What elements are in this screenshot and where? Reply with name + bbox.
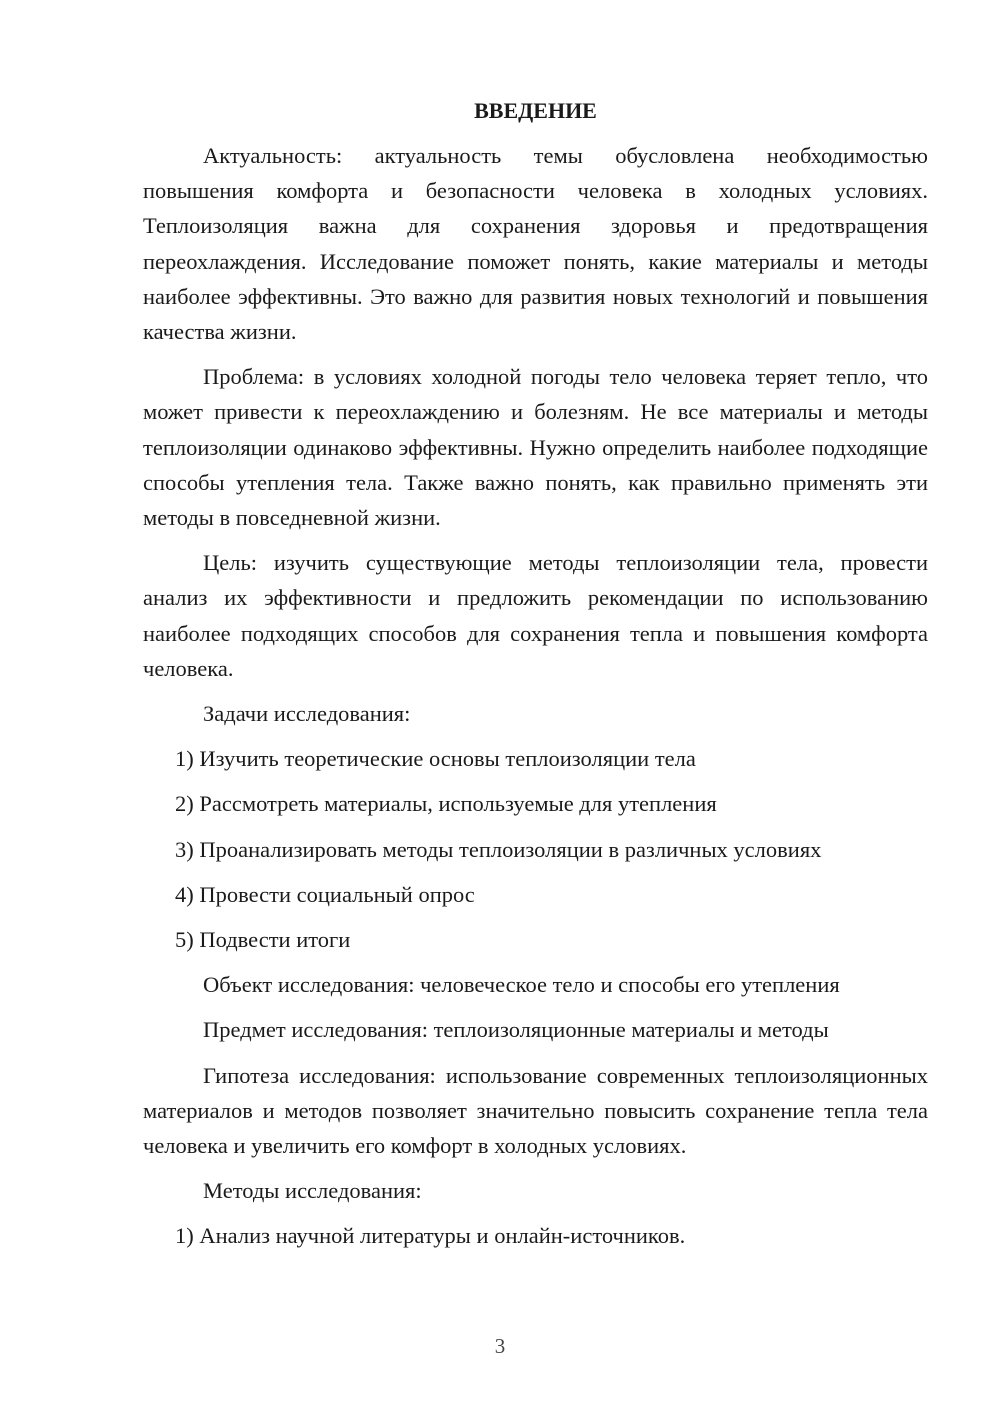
tasks-heading: Задачи исследования: bbox=[203, 701, 411, 727]
task-item: 3) Проанализировать методы теплоизоляции в различных условиях bbox=[175, 836, 822, 862]
methods-list bbox=[143, 1218, 928, 1253]
page-number: 3 bbox=[494, 1334, 506, 1358]
method-item: 1) Анализ научной литературы и онлайн-источников. bbox=[175, 1223, 686, 1249]
hypothesis-paragraph: Гипотеза исследования: использование современных теплоизоляционных материалов и методов позволяет значительно повысить сохранение тепла тела человека и увеличить его комфорт в холодных условиях. bbox=[143, 1062, 928, 1159]
tasks-list bbox=[143, 741, 928, 957]
page-title: ВВЕДЕНИЕ bbox=[474, 98, 597, 123]
task-item: 5) Подвести итоги bbox=[175, 927, 351, 953]
goal-paragraph: Цель: изучить существующие методы теплоизоляции тела, провести анализ их эффективности и предложить рекомендации по использованию наиболее подходящих способов для сохранения тепла и повышения комфорта человека. bbox=[143, 550, 928, 681]
research-subject: Предмет исследования: теплоизоляционные материалы и методы bbox=[203, 1017, 829, 1043]
task-item: 4) Провести социальный опрос bbox=[175, 881, 475, 907]
task-item: 1) Изучить теоретические основы теплоизоляции тела bbox=[175, 746, 696, 772]
research-object: Объект исследования: человеческое тело и способы его утепления bbox=[203, 972, 840, 998]
relevance-paragraph: Актуальность: актуальность темы обусловлена необходимостью повышения комфорта и безопасности человека в холодных условиях. Теплоизоляция важна для сохранения здоровья и предотвращения переохлаждения. Исследование поможет понять, какие материалы и методы наиболее эффективны. Это важно для развития новых технологий и повышения качества жизни. bbox=[143, 143, 928, 345]
methods-heading: Методы исследования: bbox=[203, 1178, 422, 1204]
page-content bbox=[143, 94, 928, 1264]
problem-paragraph: Проблема: в условиях холодной погоды тело человека теряет тепло, что может привести к переохлаждению и болезням. Не все материалы и методы теплоизоляции одинаково эффективны. Нужно определить наиболее подходящие способы утепления тела. Также важно понять, как правильно применять эти методы в повседневной жизни. bbox=[143, 364, 928, 531]
task-item: 2) Рассмотреть материалы, используемые для утепления bbox=[175, 791, 717, 817]
